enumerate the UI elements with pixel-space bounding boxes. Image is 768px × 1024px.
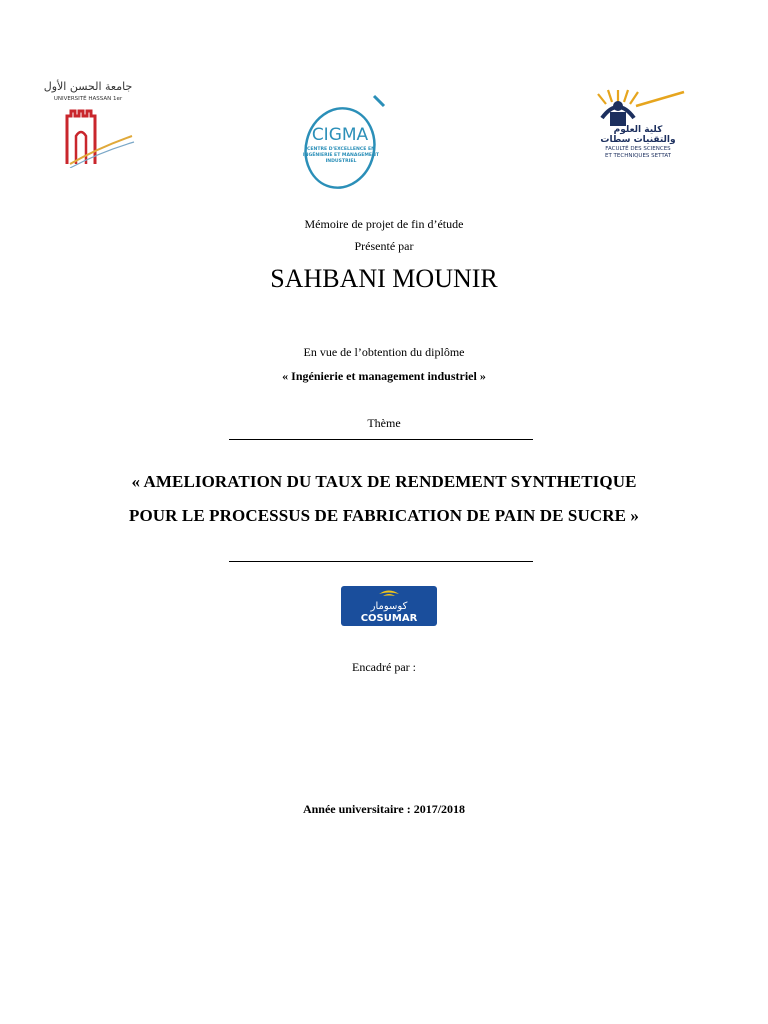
cosumar-emblem-icon [341,586,437,626]
presented-by: Présenté par [354,239,414,253]
cigma-logo [294,92,394,192]
cosumar-latin-text: COSUMAR [360,613,418,624]
fst-latin-line2: ET TECHNIQUES SETTAT [604,153,672,159]
fst-settat-logo [588,82,688,164]
academic-year: Année universitaire : 2017/2018 [302,802,466,816]
author-name: SAHBANI MOUNIR [270,264,498,293]
fst-settat-emblem-icon [588,82,688,164]
uh1-arabic-text: جامعة الحسن الأول [43,80,133,93]
in-view-of: En vue de l’obtention du diplôme [303,345,465,359]
fst-latin-line1: FACULTÉ DES SCIENCES [605,146,671,152]
fst-arabic-line1: كلية العلوم [613,125,663,135]
supervised-by: Encadré par : [352,660,416,674]
cosumar-logo [341,586,437,626]
diploma-name: « Ingénierie et management industriel » [282,369,486,383]
theme-label: Thème [367,416,401,430]
bottom-divider [229,561,533,562]
cigma-acronym: CIGMA [311,125,369,145]
cigma-line1: CENTRE D'EXCELLENCE EN [307,147,375,152]
uh1-latin-text: UNIVERSITÉ HASSAN 1er [53,96,123,102]
fst-arabic-line2: والتقنيات سطات [600,135,676,145]
cigma-line3: INDUSTRIEL [325,159,357,164]
cosumar-arabic-text: كوسومار [370,601,408,612]
cigma-emblem-icon [294,92,394,192]
cigma-line2: INGÉNIERIE ET MANAGEMENT [302,153,380,158]
top-divider [229,439,533,440]
thesis-title-line2: POUR LE PROCESSUS DE FABRICATION DE PAIN DE SUCRE » [129,506,639,525]
universite-hassan-emblem-icon [40,78,136,168]
memoire-line: Mémoire de projet de fin d’étude [304,217,464,231]
thesis-title-line1: « AMELIORATION DU TAUX DE RENDEMENT SYNTHETIQUE [131,472,637,491]
universite-hassan-logo [40,78,136,168]
